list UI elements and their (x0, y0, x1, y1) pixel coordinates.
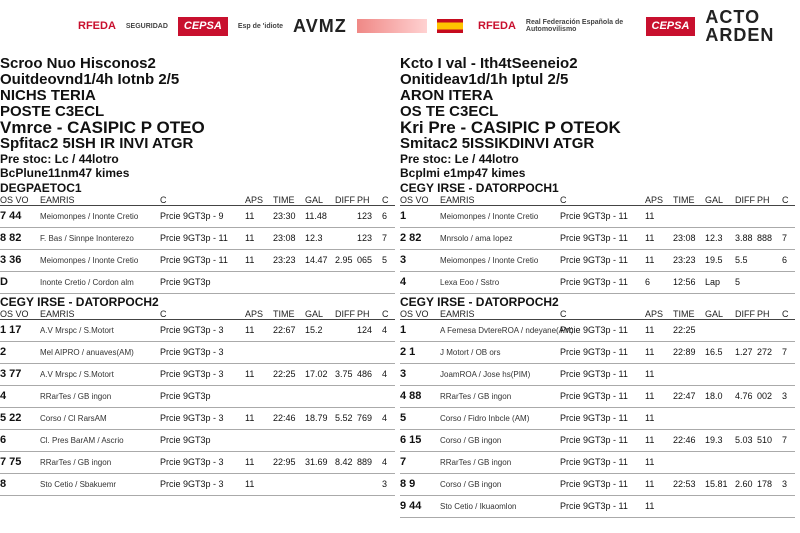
column-header: TIME (273, 195, 295, 205)
cell-car: Prcie 9GT3p - 3 (160, 479, 224, 489)
header-line: Bcplmi e1mp47 kimes (400, 166, 526, 180)
cell-car: Prcie 9GT3p - 11 (560, 347, 628, 357)
cell-diff: 5 (735, 277, 741, 287)
cell-speed: 002 (757, 391, 773, 401)
cell-speed: 888 (757, 233, 773, 243)
spain-flag-icon (437, 19, 463, 33)
column-header: EAMRIS (40, 195, 75, 205)
cell-car: Prcie 9GT3p (160, 435, 211, 445)
cell-car: Prcie 9GT3p - 3 (160, 457, 224, 467)
cell-gap: 11.48 (305, 211, 327, 221)
column-header: C (560, 195, 567, 205)
cell-diff: 4.76 (735, 391, 753, 401)
cell-diff: 5.03 (735, 435, 753, 445)
cell-c: 5 (382, 255, 388, 265)
column-header: TIME (673, 195, 695, 205)
cell-names: Corso / Cl RarsAM (40, 413, 107, 423)
cell-pos: 9 44 (400, 500, 422, 512)
column-header: DIFF (735, 309, 755, 319)
cell-names: RRarTes / GB ingon (40, 457, 112, 467)
cell-car: Prcie 9GT3p - 11 (560, 211, 628, 221)
cell-names: Corso / GB ingon (440, 435, 502, 445)
cell-laps: 11 (245, 325, 255, 335)
column-header: GAL (305, 195, 324, 205)
cell-pos: 7 75 (0, 456, 22, 468)
cell-names: Mel AIPRO / anuaves(AM) (40, 347, 134, 357)
table-row (400, 250, 795, 272)
table-row (0, 272, 395, 294)
cell-laps: 11 (645, 435, 655, 445)
column-header: GAL (305, 309, 324, 319)
cell-laps: 11 (645, 501, 655, 511)
cell-car: Prcie 9GT3p - 11 (560, 479, 628, 489)
table-row (0, 206, 395, 228)
cell-laps: 11 (245, 457, 255, 467)
cell-names: Corso / Fidro Inbcle (AM) (440, 413, 530, 423)
cell-names: F. Bas / Sinnpe Inonterezo (40, 233, 134, 243)
cell-laps: 11 (645, 413, 655, 423)
left-sections (0, 182, 395, 496)
cell-names: J Motort / OB ors (440, 347, 501, 357)
cell-pos: 4 88 (400, 390, 422, 402)
cell-pos: 7 44 (0, 210, 22, 222)
cell-speed: 123 (357, 211, 373, 221)
decorative-stripe (357, 19, 427, 33)
avmz-logo: AVMZ (293, 16, 347, 36)
cell-pos: 2 (0, 346, 7, 358)
cell-car: Prcie 9GT3p - 11 (560, 233, 628, 243)
cell-names: A.V Mrspc / S.Motort (40, 369, 114, 379)
table-row (400, 320, 795, 342)
cell-gap: 31.69 (305, 457, 328, 467)
cell-time: 23:08 (273, 233, 296, 243)
cell-time: 22:67 (273, 325, 296, 335)
cell-time: 22:53 (673, 479, 696, 489)
cell-names: Cl. Pres BarAM / Ascrio (40, 435, 124, 445)
cell-time: 23:23 (673, 255, 696, 265)
cell-car: Prcie 9GT3p - 11 (560, 255, 628, 265)
right-sections (400, 182, 795, 518)
cell-laps: 11 (645, 479, 655, 489)
cell-laps: 11 (645, 255, 655, 265)
cell-c: 6 (382, 211, 388, 221)
cell-diff: 8.42 (335, 457, 353, 467)
cell-laps: 11 (645, 325, 655, 335)
cell-c: 7 (782, 435, 788, 445)
cell-diff: 2.95 (335, 255, 353, 265)
cell-pos: 3 36 (0, 254, 22, 266)
column-header: C (382, 195, 389, 205)
cell-speed: 272 (757, 347, 773, 357)
cell-pos: 4 (400, 276, 407, 288)
cell-gap: 16.5 (705, 347, 723, 357)
table-row (0, 408, 395, 430)
column-header: C (160, 309, 167, 319)
column-header: TIME (273, 309, 295, 319)
cell-time: 23:30 (273, 211, 296, 221)
header-line: BcPlune11nm47 kimes (0, 166, 130, 180)
cell-gap: Lap (705, 277, 721, 287)
cell-gap: 15.2 (305, 325, 323, 335)
cell-names: Meiomonpes / Inonte Cretio (40, 211, 139, 221)
table-row (400, 496, 795, 518)
column-header: EAMRIS (440, 195, 475, 205)
cell-names: Meiomonpes / Inonte Cretio (440, 211, 539, 221)
cell-laps: 11 (245, 413, 255, 423)
cepsa-logo: CEPSA (178, 17, 228, 36)
cell-pos: 3 (400, 254, 407, 266)
column-header: OS VO (400, 195, 429, 205)
section-title: CEGY IRSE - DATORPOCH1 (400, 181, 559, 195)
cell-c: 3 (382, 479, 388, 489)
column-header: C (382, 309, 389, 319)
cell-names: A.V Mrspc / S.Motort (40, 325, 114, 335)
table-row (400, 452, 795, 474)
column-header: EAMRIS (40, 309, 75, 319)
header-line: Kcto I val - Ith4tSeeneio2 (400, 55, 578, 72)
cell-pos: 5 22 (0, 412, 22, 424)
header-line: Smitac2 5ISSIKDINVI ATGR (400, 135, 595, 152)
right-header (400, 56, 795, 180)
cell-car: Prcie 9GT3p - 11 (560, 413, 628, 423)
table-row (400, 474, 795, 496)
cell-car: Prcie 9GT3p - 3 (160, 325, 224, 335)
section-title: DEGPAETOC1 (0, 181, 82, 195)
cell-names: A Femesa DvtereROA / ndeyane(AM) (440, 325, 574, 335)
cell-laps: 6 (645, 277, 651, 287)
cepsa-logo-right: CEPSA (646, 17, 696, 36)
column-header: APS (645, 309, 664, 319)
cell-diff: 5.52 (335, 413, 353, 423)
cell-pos: 3 77 (0, 368, 22, 380)
column-header-row (400, 195, 795, 206)
cell-time: 22:46 (673, 435, 696, 445)
cell-speed: 486 (357, 369, 373, 379)
cell-car: Prcie 9GT3p - 3 (160, 369, 224, 379)
seguridad-logo: SEGURIDAD (125, 22, 168, 30)
table-row (0, 320, 395, 342)
header-line: ARON ITERA (400, 87, 494, 104)
table-row (0, 364, 395, 386)
cell-pos: 8 82 (0, 232, 22, 244)
cell-names: RRarTes / GB ingon (440, 457, 512, 467)
cell-c: 4 (382, 369, 388, 379)
table-row (400, 342, 795, 364)
cell-gap: 17.02 (305, 369, 328, 379)
column-header: DIFF (335, 195, 355, 205)
cell-time: 22:95 (273, 457, 296, 467)
cell-car: Prcie 9GT3p - 11 (160, 233, 228, 243)
esp-logo: Esp de 'idiote (237, 22, 284, 30)
cell-c: 4 (382, 457, 388, 467)
column-header: GAL (705, 195, 724, 205)
cell-speed: 065 (357, 255, 373, 265)
cell-time: 22:47 (673, 391, 696, 401)
cell-gap: 19.3 (705, 435, 723, 445)
cell-c: 4 (382, 413, 388, 423)
section-title: CEGY IRSE - DATORPOCH2 (400, 295, 559, 309)
cell-laps: 11 (245, 233, 255, 243)
column-header: C (782, 309, 789, 319)
header-line: OS TE C3ECL (400, 103, 499, 120)
cell-speed: 769 (357, 413, 373, 423)
cell-time: 22:25 (273, 369, 296, 379)
cell-time: 22:25 (673, 325, 696, 335)
cell-car: Prcie 9GT3p - 3 (160, 347, 224, 357)
cell-pos: 7 (400, 456, 407, 468)
column-header: PH (357, 309, 370, 319)
column-header-row (400, 309, 795, 320)
left-results-column (0, 56, 395, 496)
table-row (400, 272, 795, 294)
cell-car: Prcie 9GT3p - 11 (560, 391, 628, 401)
rfeda-logo: RFEDA (78, 19, 116, 32)
table-row (0, 452, 395, 474)
left-header (0, 56, 395, 180)
column-header: DIFF (735, 195, 755, 205)
cell-car: Prcie 9GT3p - 11 (560, 277, 628, 287)
cell-pos: D (0, 276, 8, 288)
column-header: C (782, 195, 789, 205)
federation-logo: Real Federación Española de Automovilismo (525, 19, 624, 33)
column-header: PH (357, 195, 370, 205)
cell-c: 7 (382, 233, 388, 243)
cell-laps: 11 (245, 211, 255, 221)
cell-laps: 11 (645, 211, 655, 221)
cell-pos: 8 (0, 478, 7, 490)
sponsor-logos-right (478, 4, 800, 48)
cell-c: 3 (782, 391, 788, 401)
column-header: OS VO (0, 309, 29, 319)
cell-diff: 5.5 (735, 255, 748, 265)
cell-c: 4 (382, 325, 388, 335)
header-line: Scroo Nuo Hisconos2 (0, 55, 156, 72)
cell-pos: 2 82 (400, 232, 422, 244)
sponsor-logos-left (78, 4, 463, 48)
cell-time: 22:46 (273, 413, 296, 423)
cell-pos: 1 (400, 324, 407, 336)
cell-laps: 11 (245, 479, 255, 489)
column-header: APS (245, 309, 264, 319)
cell-gap: 18.0 (705, 391, 723, 401)
header-line: Kri Pre - CASIPIC P OTEOK (400, 118, 621, 137)
cell-names: Lexa Eoo / Sstro (440, 277, 500, 287)
cell-gap: 14.47 (305, 255, 328, 265)
cell-names: JoamROA / Jose hs(PIM) (440, 369, 531, 379)
cell-names: Corso / GB ingon (440, 479, 502, 489)
cell-pos: 6 15 (400, 434, 422, 446)
cell-names: RRarTes / GB ingon (440, 391, 512, 401)
header-line: Pre stoc: Lc / 44lotro (0, 152, 119, 166)
table-row (400, 206, 795, 228)
header-line: Pre stoc: Le / 44lotro (400, 152, 519, 166)
cell-car: Prcie 9GT3p - 11 (560, 369, 628, 379)
cell-speed: 124 (357, 325, 373, 335)
cell-car: Prcie 9GT3p - 11 (160, 255, 228, 265)
cell-diff: 3.75 (335, 369, 353, 379)
table-row (0, 228, 395, 250)
header-line: Spfitac2 5ISH IR INVI ATGR (0, 135, 194, 152)
cell-diff: 3.88 (735, 233, 753, 243)
cell-laps: 11 (645, 369, 655, 379)
column-header: OS VO (400, 309, 429, 319)
cell-gap: 12.3 (305, 233, 323, 243)
cell-car: Prcie 9GT3p - 11 (560, 435, 628, 445)
cell-names: Meiomonpes / Inonte Cretio (40, 255, 139, 265)
column-header: TIME (673, 309, 695, 319)
cell-gap: 19.5 (705, 255, 723, 265)
table-row (400, 408, 795, 430)
header-line: POSTE C3ECL (0, 103, 105, 120)
column-header: GAL (705, 309, 724, 319)
column-header: C (560, 309, 567, 319)
cell-car: Prcie 9GT3p (160, 391, 211, 401)
cell-gap: 18.79 (305, 413, 328, 423)
cell-c: 7 (782, 233, 788, 243)
column-header: APS (245, 195, 264, 205)
column-header-row (0, 309, 395, 320)
cell-speed: 178 (757, 479, 773, 489)
cell-pos: 3 (400, 368, 407, 380)
cell-time: 22:89 (673, 347, 696, 357)
cell-car: Prcie 9GT3p - 11 (560, 457, 628, 467)
cell-laps: 11 (645, 233, 655, 243)
column-header: APS (645, 195, 664, 205)
cell-c: 7 (782, 347, 788, 357)
cell-car: Prcie 9GT3p - 3 (160, 413, 224, 423)
cell-time: 23:08 (673, 233, 696, 243)
table-row (400, 364, 795, 386)
cell-speed: 889 (357, 457, 373, 467)
cell-diff: 1.27 (735, 347, 753, 357)
cell-c: 3 (782, 479, 788, 489)
cell-laps: 11 (645, 457, 655, 467)
column-header: C (160, 195, 167, 205)
cell-c: 6 (782, 255, 788, 265)
cell-names: Sto Cetio / Ikuaomlon (440, 501, 517, 511)
cell-laps: 11 (245, 255, 255, 265)
table-row (400, 430, 795, 452)
table-row (0, 474, 395, 496)
cell-time: 23:23 (273, 255, 296, 265)
column-header: OS VO (0, 195, 29, 205)
cell-pos: 8 9 (400, 478, 416, 490)
cell-names: RRarTes / GB ingon (40, 391, 112, 401)
cell-laps: 11 (245, 369, 255, 379)
table-row (0, 250, 395, 272)
cell-pos: 6 (0, 434, 7, 446)
cell-gap: 12.3 (705, 233, 723, 243)
cell-time: 12:56 (673, 277, 696, 287)
cell-pos: 1 (400, 210, 407, 222)
table-row (400, 228, 795, 250)
cell-car: Prcie 9GT3p (160, 277, 211, 287)
cell-names: Mnrsolo / ama Iopez (440, 233, 513, 243)
cell-names: Sto Cetio / Sbakuemr (40, 479, 117, 489)
cell-names: Inonte Cretio / Cordon alm (40, 277, 134, 287)
column-header-row (0, 195, 395, 206)
column-header: PH (757, 309, 770, 319)
column-header: EAMRIS (440, 309, 475, 319)
cell-diff: 2.60 (735, 479, 753, 489)
table-row (0, 430, 395, 452)
cell-pos: 5 (400, 412, 407, 424)
column-header: PH (757, 195, 770, 205)
cell-laps: 11 (645, 347, 655, 357)
cell-pos: 2 1 (400, 346, 416, 358)
cell-pos: 1 17 (0, 324, 22, 336)
cell-car: Prcie 9GT3p - 11 (560, 325, 628, 335)
table-row (0, 342, 395, 364)
rfeda-logo-right: RFEDA (478, 19, 516, 32)
cell-speed: 510 (757, 435, 773, 445)
column-header: DIFF (335, 309, 355, 319)
header-line: Vmrce - CASIPIC P OTEO (0, 118, 205, 137)
acto-logo: ACTO ARDEN (705, 7, 775, 45)
table-row (400, 386, 795, 408)
header-line: Onitideav1d/1h Iptul 2/5 (400, 71, 569, 88)
cell-speed: 123 (357, 233, 373, 243)
cell-pos: 4 (0, 390, 7, 402)
header-line: NICHS TERIA (0, 87, 96, 104)
header-line: Ouitdeovnd1/4h Iotnb 2/5 (0, 71, 180, 88)
right-results-column (400, 56, 795, 518)
cell-car: Prcie 9GT3p - 9 (160, 211, 224, 221)
table-row (0, 386, 395, 408)
cell-car: Prcie 9GT3p - 11 (560, 501, 628, 511)
cell-laps: 11 (645, 391, 655, 401)
cell-names: Meiomonpes / Inonte Cretio (440, 255, 539, 265)
cell-gap: 15.81 (705, 479, 728, 489)
section-title: CEGY IRSE - DATORPOCH2 (0, 295, 159, 309)
